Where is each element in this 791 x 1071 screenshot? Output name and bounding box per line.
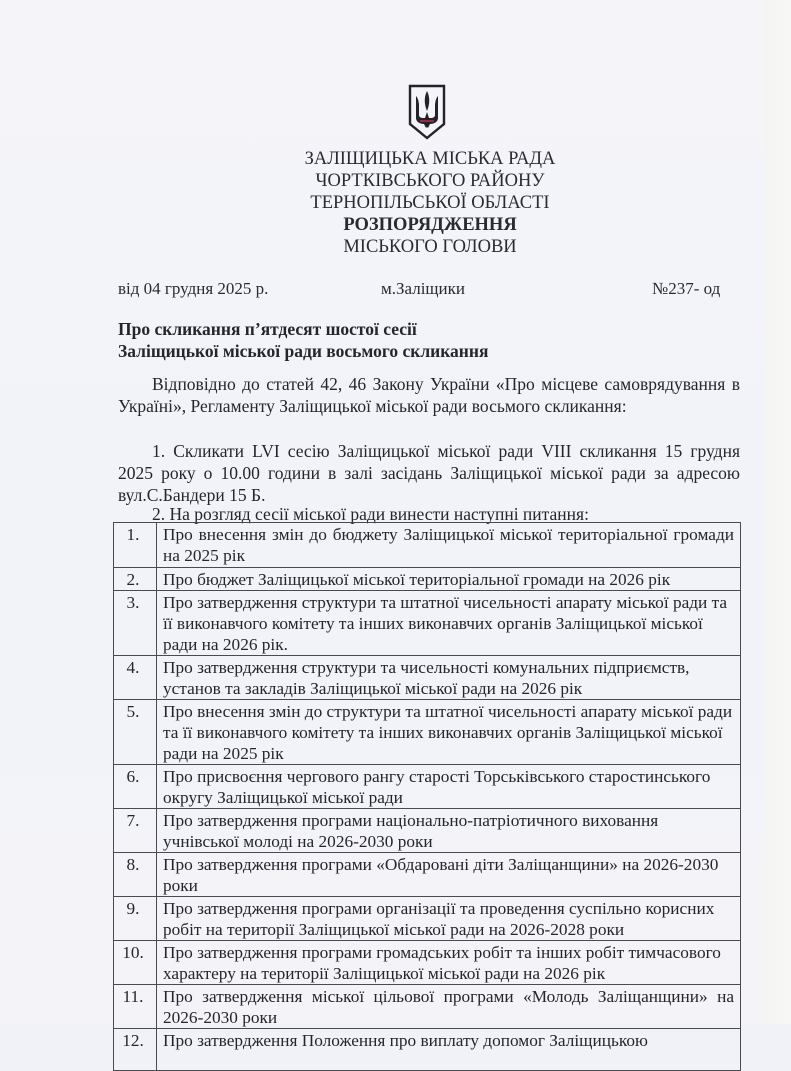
agenda-text: Про затвердження програми національно-патріотичного виховання учнівської молоді на 2026-2030 роки bbox=[157, 809, 741, 853]
agenda-text: Про бюджет Заліщицької міської територіальної громади на 2026 рік bbox=[157, 568, 741, 591]
document-place: м.Заліщики bbox=[381, 279, 465, 298]
scan-edge bbox=[765, 0, 791, 1024]
agenda-row bbox=[114, 809, 741, 853]
agenda-text: Про присвоєння чергового рангу старості Торськівського старостинського округу Заліщицької міської ради bbox=[157, 765, 741, 809]
agenda-row bbox=[114, 941, 741, 985]
agenda-text: Про затвердження структури та чисельності комунальних підприємств, установ та закладів Заліщицької міської ради на 2026 рік bbox=[157, 656, 741, 700]
agenda-number: 9. bbox=[114, 897, 157, 941]
agenda-row bbox=[114, 523, 741, 568]
agenda-text: Про затвердження структури та штатної чисельності апарату міської ради та її виконавчого комітету та інших виконавчих органів Заліщицької міської ради на 2026 рік. bbox=[157, 591, 741, 656]
agenda-number: 12. bbox=[114, 1029, 157, 1071]
agenda-row bbox=[114, 656, 741, 700]
document-type: РОЗПОРЯДЖЕННЯ bbox=[343, 215, 517, 235]
agenda-row bbox=[114, 591, 741, 656]
district-name: ЧОРТКІВСЬКОГО РАЙОНУ bbox=[315, 171, 545, 191]
title-line-1: Про скликання п’ятдесят шостої сесії bbox=[118, 319, 417, 339]
document-header bbox=[230, 148, 630, 258]
agenda-number: 2. bbox=[114, 568, 157, 591]
agenda-number: 11. bbox=[114, 985, 157, 1029]
agenda-number: 8. bbox=[114, 853, 157, 897]
agenda-text: Про затвердження Положення про виплату допомог Заліщицькою bbox=[157, 1029, 741, 1071]
agenda-number: 3. bbox=[114, 591, 157, 656]
agenda-text: Про внесення змін до бюджету Заліщицької міської територіальної громади на 2025 рік bbox=[157, 523, 741, 568]
title-line-2: Заліщицької міської ради восьмого скликання bbox=[118, 341, 489, 361]
agenda-text: Про затвердження програми «Обдаровані діти Заліщанщини» на 2026-2030 роки bbox=[157, 853, 741, 897]
document-number: №237- од bbox=[652, 279, 721, 298]
agenda-number: 6. bbox=[114, 765, 157, 809]
agenda-row bbox=[114, 700, 741, 765]
agenda-number: 4. bbox=[114, 656, 157, 700]
agenda-row bbox=[114, 985, 741, 1029]
order-item-2: 2. На розгляд сесії міської ради винести наступні питання: bbox=[152, 504, 589, 524]
agenda-number: 10. bbox=[114, 941, 157, 985]
agenda-row bbox=[114, 568, 741, 591]
agenda-number: 7. bbox=[114, 809, 157, 853]
agenda-number: 5. bbox=[114, 700, 157, 765]
agenda-text: Про затвердження програми громадських робіт та інших робіт тимчасового характеру на території Заліщицької міської ради на 2026 рік bbox=[157, 941, 741, 985]
agenda-row bbox=[114, 1029, 741, 1071]
agenda-text: Про затвердження програми організації та проведення суспільно корисних робіт на території Заліщицької міської ради на 2026-2028 роки bbox=[157, 897, 741, 941]
agenda-text: Про затвердження міської цільової програми «Молодь Заліщанщини» на 2026-2030 роки bbox=[157, 985, 741, 1029]
agenda-row bbox=[114, 897, 741, 941]
agenda-row bbox=[114, 765, 741, 809]
document-title bbox=[118, 318, 488, 362]
issuer: МІСЬКОГО ГОЛОВИ bbox=[343, 237, 517, 257]
region-name: ТЕРНОПІЛЬСЬКОЇ ОБЛАСТІ bbox=[310, 193, 550, 213]
order-item-1: 1. Скликати LVI сесію Заліщицької міської ради VIII скликання 15 грудня 2025 року о 10.00 години в залі засідань Заліщицької міської ради за адресою вул.С.Бандери 15 Б. bbox=[118, 441, 740, 505]
agenda-text: Про внесення змін до структури та штатної чисельності апарату міської ради та її виконавчого комітету та інших виконавчих органів Заліщицької міської ради на 2025 рік bbox=[157, 700, 741, 765]
council-name: ЗАЛІЩИЦЬКА МІСЬКА РАДА bbox=[304, 149, 556, 169]
preamble-paragraph: Відповідно до статей 42, 46 Закону України «Про місцеве самоврядування в Україні», Регламенту Заліщицької міської ради восьмого скликання: bbox=[118, 374, 740, 416]
document-date: від 04 грудня 2025 р. bbox=[118, 279, 269, 298]
ukraine-trident-coat-of-arms-icon bbox=[407, 84, 447, 140]
agenda-table bbox=[113, 522, 741, 1071]
agenda-number: 1. bbox=[114, 523, 157, 568]
agenda-row bbox=[114, 853, 741, 897]
